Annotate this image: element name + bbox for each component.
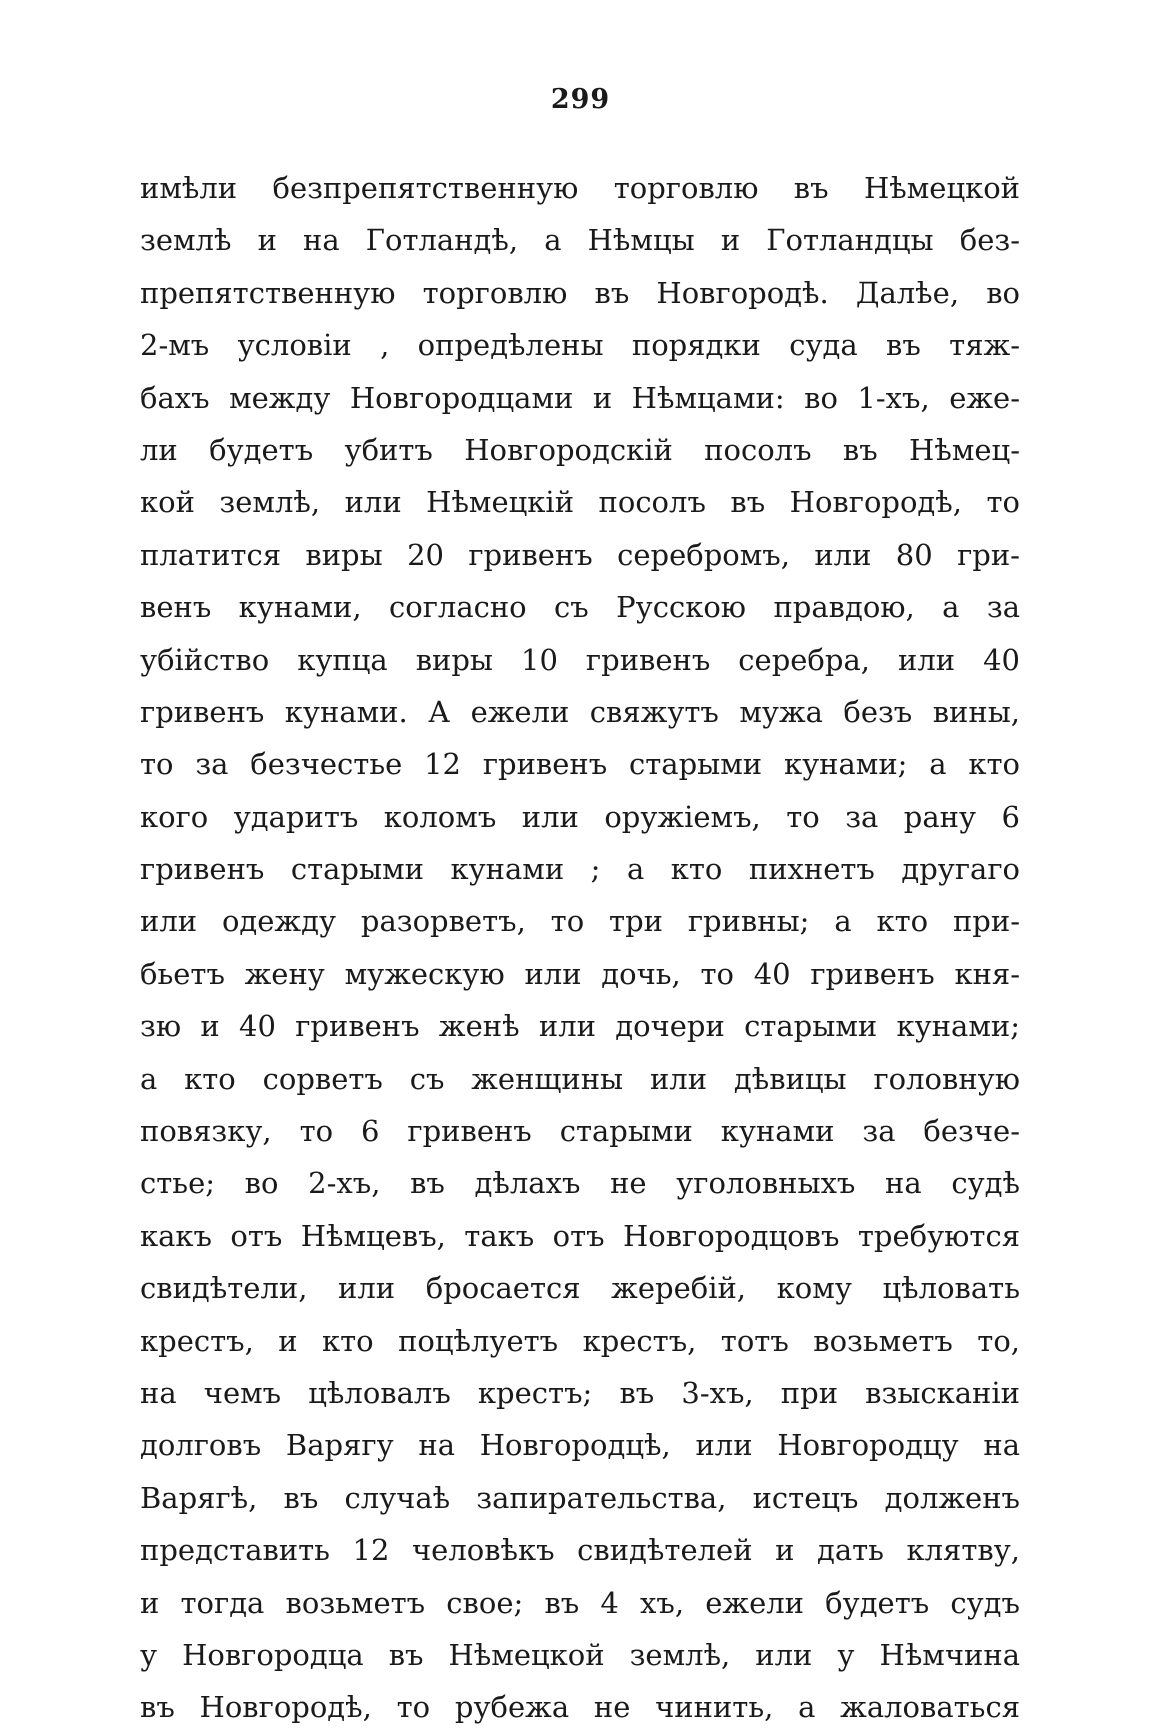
text-line-16: бьетъ жену мужескую или дочь, то 40 гривенъ кня-: [140, 956, 1020, 991]
text-line-6: ли будетъ убитъ Новгородскій посолъ въ Нѣмец-: [140, 432, 1020, 467]
text-line-13: кого ударитъ коломъ или оружіемъ, то за рану 6: [140, 799, 1020, 834]
text-line-17: зю и 40 гривенъ женѣ или дочери старыми кунами;: [140, 1009, 1020, 1044]
text-line-22: свидѣтели, или бросается жеребій, кому цѣловать: [140, 1271, 1020, 1306]
text-line-26: Варягѣ, въ случаѣ запирательства, истецъ долженъ: [140, 1480, 1020, 1515]
text-line-9: венъ кунами, согласно съ Русскою правдою, а за: [140, 590, 1020, 625]
text-line-20: стье; во 2-хъ, въ дѣлахъ не уголовныхъ на судѣ: [140, 1166, 1020, 1201]
text-line-29: у Новгородца въ Нѣмецкой землѣ, или у Нѣмчина: [140, 1637, 1020, 1672]
text-line-21: какъ отъ Нѣмцевъ, такъ отъ Новгородцовъ требуются: [140, 1218, 1020, 1253]
text-line-24: на чемъ цѣловалъ крестъ; въ 3-хъ, при взысканіи: [140, 1375, 1020, 1410]
text-line-12: то за безчестье 12 гривенъ старыми кунами; а кто: [140, 747, 1020, 782]
page-number: 299: [550, 84, 611, 115]
text-line-15: или одежду разорветъ, то три гривны; а кто при-: [140, 904, 1020, 939]
text-line-8: платится виры 20 гривенъ серебромъ, или 80 гри-: [140, 537, 1020, 572]
text-line-25: долговъ Варягу на Новгородцѣ, или Новгородцу на: [140, 1428, 1020, 1463]
text-line-19: повязку, то 6 гривенъ старыми кунами за безче-: [140, 1114, 1020, 1149]
text-line-11: гривенъ кунами. А ежели свяжутъ мужа безъ вины,: [140, 694, 1020, 729]
text-line-28: и тогда возьметъ свое; въ 4 хъ, ежели будетъ судъ: [140, 1585, 1020, 1620]
text-line-27: представить 12 человѣкъ свидѣтелей и дать клятву,: [140, 1533, 1020, 1568]
text-line-10: убійство купца виры 10 гривенъ серебра, или 40: [140, 642, 1020, 677]
text-line-18: а кто сорветъ съ женщины или дѣвицы головную: [140, 1061, 1020, 1096]
body-text: [140, 162, 1020, 1734]
text-line-3: препятственную торговлю въ Новгородѣ. Далѣе, во: [140, 275, 1020, 310]
text-line-5: бахъ между Новгородцами и Нѣмцами: во 1-хъ, еже-: [140, 380, 1020, 415]
text-line-2: землѣ и на Готландѣ, а Нѣмцы и Готландцы без-: [140, 223, 1020, 258]
text-line-1: имѣли безпрепятственную торговлю въ Нѣмецкой: [140, 171, 1020, 205]
text-line-30: въ Новгородѣ, то рубежа не чинить, а жаловаться: [140, 1690, 1020, 1725]
text-line-4: 2-мъ условіи , опредѣлены порядки суда въ тяж-: [140, 328, 1020, 363]
text-line-23: крестъ, и кто поцѣлуетъ крестъ, тотъ возьметъ то,: [140, 1323, 1020, 1358]
text-line-7: кой землѣ, или Нѣмецкій посолъ въ Новгородѣ, то: [140, 485, 1020, 520]
text-line-14: гривенъ старыми кунами ; а кто пихнетъ другаго: [140, 852, 1020, 887]
